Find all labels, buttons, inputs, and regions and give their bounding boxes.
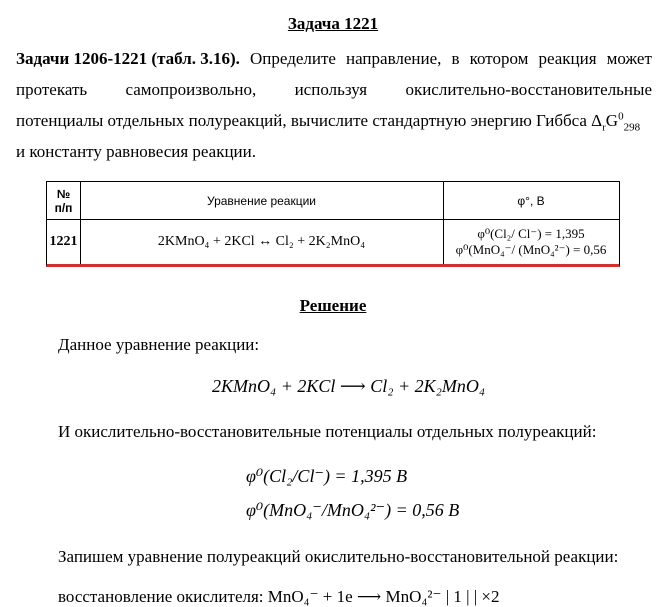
reaction-equation: 2KMnO₄ + 2KCl ⟶ Cl₂ + 2K₂MnO₄ <box>212 376 486 396</box>
table-row-equation: 2KMnO₄ + 2KCl ↔ Cl₂ + 2K₂MnO₄ <box>157 234 366 249</box>
half-reaction-line: восстановление окислителя: MnO₄⁻ + 1e ⟶ MnO₄²⁻ | 1 | | ×2 <box>58 587 500 606</box>
word: окислительно-восстановительные <box>405 80 652 99</box>
problem-line-2 <box>16 80 652 100</box>
word: самопроизвольно, <box>125 80 257 99</box>
table-header-number: № п/п <box>54 186 73 215</box>
word: котором <box>469 49 529 68</box>
table-row-number: 1221 <box>49 234 78 249</box>
problem-title: Задача 1221 <box>287 14 379 33</box>
formula-potential-2: φ⁰(MnO₄⁻/MnO₄²⁻) = 0,56 В <box>246 500 460 520</box>
solution-intro: Данное уравнение реакции: <box>58 335 260 354</box>
word: в <box>451 49 460 68</box>
formula-potential-1: φ⁰(Cl₂/Cl⁻) = 1,395 В <box>246 466 408 486</box>
problem-line-3: потенциалы отдельных полуреакций, вычислите стандартную энергию Гиббса $\Delta_rG^0_{298}$ <box>16 110 641 134</box>
word: Определите <box>250 49 336 68</box>
word: реакция <box>538 49 597 68</box>
word: протекать <box>16 80 88 99</box>
table-header-equation: Уравнение реакции <box>207 193 316 208</box>
problem-line-4: и константу равновесия реакции. <box>16 142 257 161</box>
solution-heading: Решение <box>299 296 367 315</box>
problem-line-1 <box>16 49 652 69</box>
problem-lead: Задачи 1206-1221 (табл. 3.16). <box>16 49 240 68</box>
word: используя <box>294 80 368 99</box>
table-potential-1: φ⁰(Cl₂/ Cl⁻) = 1,395 <box>477 226 585 241</box>
half-reactions-intro: Запишем уравнение полуреакций окислительно-восстановительной реакции: <box>58 547 619 566</box>
word: может <box>606 49 652 68</box>
table-header-potential: φ°, В <box>517 193 545 208</box>
table-potential-2: φ⁰(MnO₄⁻/ (MnO₄²⁻) = 0,56 <box>455 242 607 257</box>
potentials-intro: И окислительно-восстановительные потенциалы отдельных полуреакций: <box>58 422 597 441</box>
reaction-table <box>46 181 620 267</box>
table-row-potentials <box>443 219 619 265</box>
word: направление, <box>346 49 442 68</box>
